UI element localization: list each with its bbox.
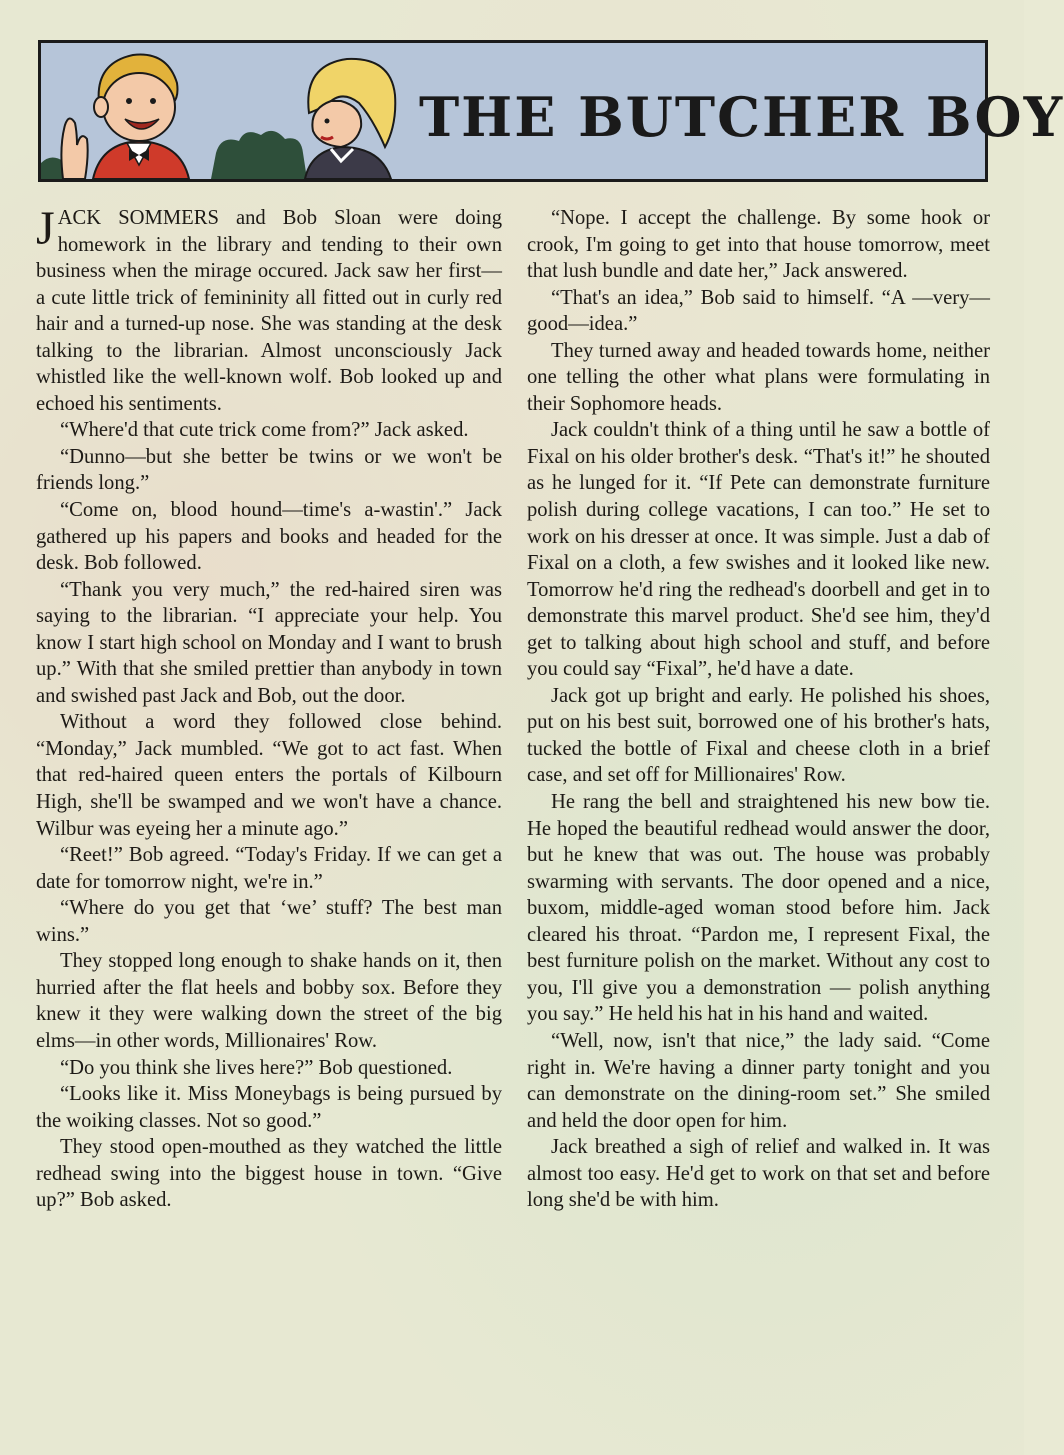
paragraph: “Dunno—but she better be twins or we won't be friends long.” (36, 445, 502, 495)
paragraph: “Do you think she lives here?” Bob questioned. (60, 1056, 453, 1079)
paragraph: “That's an idea,” Bob said to himself. “A —very—good—idea.” (527, 286, 990, 336)
paragraph: Jack got up bright and early. He polished his shoes, put on his best suit, borrowed one of his brother's hats, tucked the bottle of Fixal and cheese cloth in a brief case, and set off for Millionaires' Row. (527, 684, 990, 787)
paragraph: “Reet!” Bob agreed. “Today's Friday. If we can get a date for tomorrow night, we're in.” (36, 844, 502, 893)
paragraph: Jack couldn't think of a thing until he saw a bottle of Fixal on his older brother's desk. “That's it!” he shouted as he lunged for it. “If Pete can demonstrate furniture polish during college vacations, I can too.” He set to work on his dresser at once. It was simple. Just a dab of Fixal on a cloth, a few swishes and it looked like new. Tomorrow he'd ring the redhead's doorbell and get in to demonstrate this marvel product. She'd see him, they'd get to talking about high school and stuff, and before you could say “Fixal”, he'd have a date. (527, 419, 990, 681)
paragraph: Jack breathed a sigh of relief and walked in. It was almost too easy. He'd get to work on that set and before long she'd be with him. (527, 1136, 990, 1212)
drop-cap: J (36, 202, 55, 255)
title-banner (38, 40, 1064, 182)
paragraph: “Where'd that cute trick come from?” Jack asked. (60, 419, 469, 442)
paragraph: He rang the bell and straightened his new bow tie. He hoped the beautiful redhead would answer the door, but he knew that was out. The house was probably swarming with servants. The door opened and a nice, buxom, middle-aged woman stood before him. Jack cleared his throat. “Pardon me, I represent Fixal, the best furniture polish on the market. Without any cost to you, I'll give you a demonstration — polish anything you say.” He held his hat in his hand and waited. (527, 791, 990, 1026)
paragraph: They stopped long enough to shake hands on it, then hurried after the flat heels and bobby sox. Before they knew it they were walking down the street of the big elms—in other words, Millionaires' Row. (36, 950, 502, 1052)
paragraph: “Nope. I accept the challenge. By some hook or crook, I'm going to get into that house tomorrow, meet that lush bundle and date her,” Jack answered. (527, 207, 990, 283)
paragraph: “Well, now, isn't that nice,” the lady said. “Come right in. We're having a dinner party tonight and you can demonstrate on the dining-room set.” She smiled and held the door open for him. (527, 1029, 990, 1132)
paragraph: “Where do you get that ‘we’ stuff? The best man wins.” (36, 897, 502, 946)
paragraph: They turned away and headed towards home, neither one telling the other what plans were formulating in their Sophomore heads. (527, 339, 990, 415)
right-column (527, 205, 990, 1214)
paragraph: “Come on, blood hound—time's a-wastin'.” Jack gathered up his papers and books and headed for the desk. Bob followed. (36, 499, 502, 575)
paragraph: Without a word they followed close behind. “Monday,” Jack mumbled. “We got to act fast. When that red-haired queen enters the portals of Kilbourn High, she'll be swamped and we won't have a chance. Wilbur was eyeing her a minute ago.” (36, 711, 502, 840)
paragraph: JACK SOMMERS and Bob Sloan were doing homework in the library and tending to their own business when the mirage occured. Jack saw her first—a cute little trick of femininity all fitted out in curly red hair and a turned-up nose. She was standing at the desk talking to the librarian. Almost unconsciously Jack whistled like the well-known wolf. Bob looked up and echoed his sentiments. (36, 202, 502, 415)
jack-and-girl-illustration (41, 43, 411, 179)
paragraph: They stood open-mouthed as they watched the little redhead swing into the biggest house in town. “Give up?” Bob asked. (36, 1136, 502, 1212)
paragraph: “Thank you very much,” the red-haired siren was saying to the librarian. “I appreciate your help. You know I start high school on Monday and I want to brush up.” With that she smiled prettier than anybody in town and swished past Jack and Bob, out the door. (36, 578, 502, 707)
story-title: THE BUTCHER BOY (419, 85, 1064, 149)
left-column (36, 202, 502, 1214)
paragraph: “Looks like it. Miss Moneybags is being pursued by the woiking classes. Not so good.” (36, 1083, 502, 1132)
